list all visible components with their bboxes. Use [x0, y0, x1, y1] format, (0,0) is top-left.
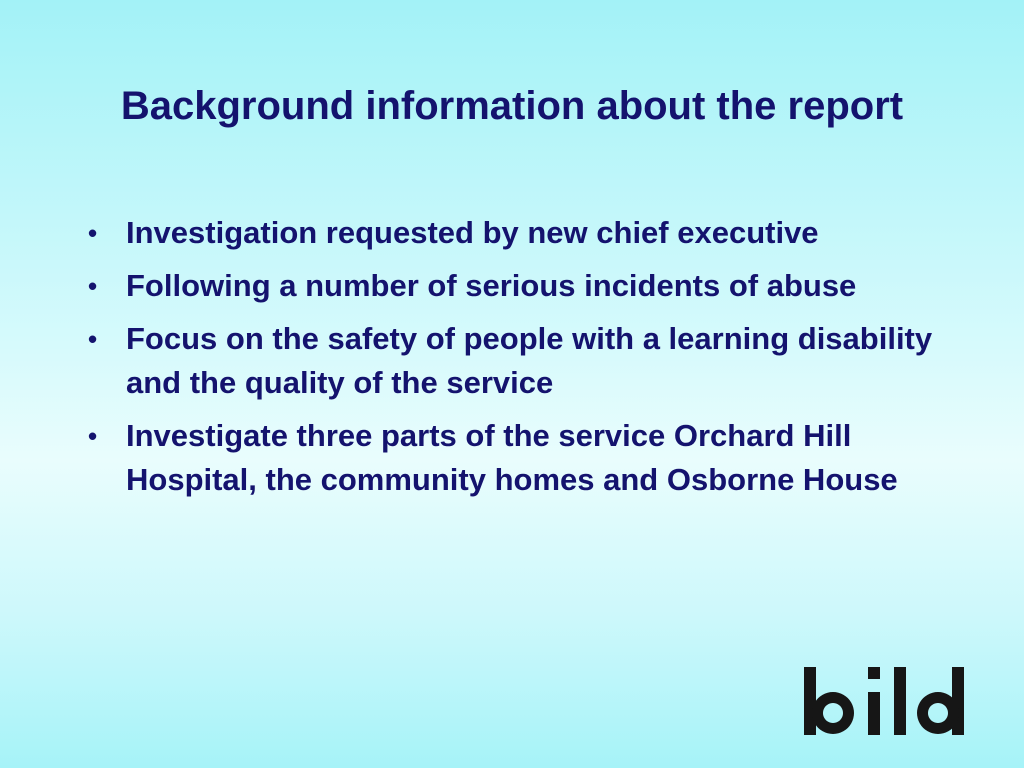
bild-logo: [798, 661, 970, 739]
bullet-text: Following a number of serious incidents of abuse: [126, 268, 857, 303]
bullet-point-icon: •: [88, 324, 98, 354]
slide-title: Background information about the report: [120, 84, 904, 128]
bullet-list: [84, 211, 944, 511]
bullet-text: Investigate three parts of the service Orchard Hill Hospital, the community homes and Osborne House: [126, 418, 898, 497]
bullet-item: [84, 317, 944, 405]
bullet-text: Focus on the safety of people with a learning disability and the quality of the service: [126, 321, 933, 400]
bullet-item: [84, 414, 944, 502]
bullet-item: [84, 211, 944, 255]
bullet-point-icon: •: [88, 271, 98, 301]
bullet-text: Investigation requested by new chief executive: [126, 215, 819, 250]
bullet-item: [84, 264, 944, 308]
bullet-point-icon: •: [88, 218, 98, 248]
bullet-point-icon: •: [88, 421, 98, 451]
